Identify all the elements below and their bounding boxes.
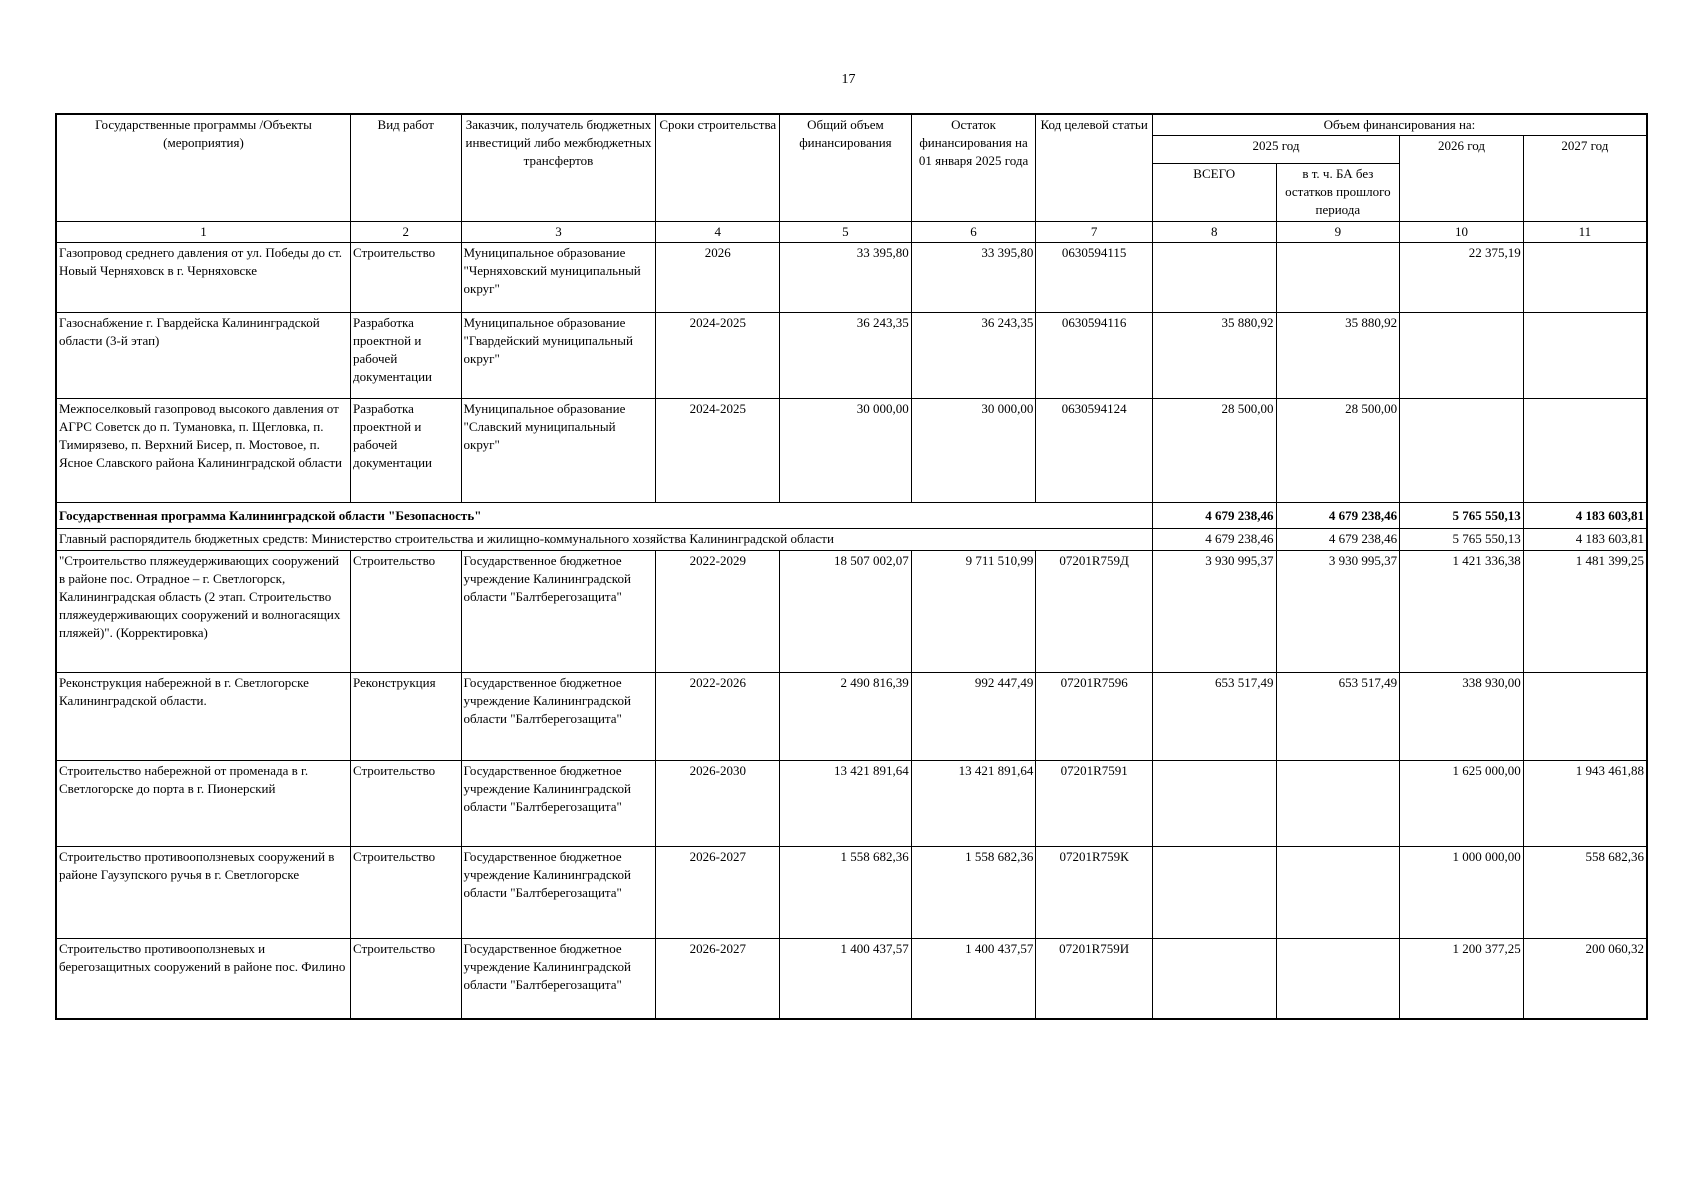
- total-financing: 1 558 682,36: [780, 847, 912, 939]
- total-financing: 18 507 002,07: [780, 551, 912, 673]
- object-name: "Строительство пляжеудерживающих сооружений в районе пос. Отрадное – г. Светлогорск, Калининградская область (2 этап. Строительство пляжеудерживающих сооружений и волногасящих пляжей)". (Корректировка): [56, 551, 350, 673]
- header-code: Код целевой статьи: [1036, 114, 1153, 222]
- program-y2025-ba: 4 679 238,46: [1276, 503, 1400, 529]
- target-code: 07201R759И: [1036, 939, 1153, 1019]
- program-title: Государственная программа Калининградской области "Безопасность": [56, 503, 1152, 529]
- column-number: 7: [1036, 222, 1153, 243]
- header-year-2027: 2027 год: [1523, 136, 1647, 222]
- header-year-2025: 2025 год: [1152, 136, 1399, 164]
- y2027: [1523, 313, 1647, 399]
- terms: 2024-2025: [656, 313, 780, 399]
- target-code: 0630594115: [1036, 243, 1153, 313]
- header-program: Государственные программы /Объекты (мероприятия): [56, 114, 350, 222]
- column-number: 3: [461, 222, 656, 243]
- object-name: Газопровод среднего давления от ул. Победы до ст. Новый Черняховск в г. Черняховске: [56, 243, 350, 313]
- work-type: Строительство: [350, 243, 461, 313]
- customer: Муниципальное образование "Славский муниципальный округ": [461, 399, 656, 503]
- table-row: [56, 313, 1647, 399]
- total-financing: 13 421 891,64: [780, 761, 912, 847]
- target-code: 07201R7591: [1036, 761, 1153, 847]
- remaining-financing: 992 447,49: [911, 673, 1036, 761]
- table-row: [56, 243, 1647, 313]
- terms: 2022-2026: [656, 673, 780, 761]
- customer: Государственное бюджетное учреждение Калининградской области "Балтберегозащита": [461, 939, 656, 1019]
- customer: Муниципальное образование "Гвардейский муниципальный округ": [461, 313, 656, 399]
- work-type: Строительство: [350, 939, 461, 1019]
- object-name: Межпоселковый газопровод высокого давления от АГРС Советск до п. Тумановка, п. Щегловка, п. Тимирязево, п. Верхний Бисер, п. Мостовое, п. Ясное Славского района Калининградской области: [56, 399, 350, 503]
- header-2025-ba: в т. ч. БА без остатков прошлого периода: [1276, 164, 1400, 222]
- y2027: 200 060,32: [1523, 939, 1647, 1019]
- program-y2027: 4 183 603,81: [1523, 503, 1647, 529]
- y2027: [1523, 243, 1647, 313]
- y2026: 22 375,19: [1400, 243, 1524, 313]
- column-number: 8: [1152, 222, 1276, 243]
- total-financing: 36 243,35: [780, 313, 912, 399]
- total-financing: 33 395,80: [780, 243, 912, 313]
- manager-title: Главный распорядитель бюджетных средств: Министерство строительства и жилищно-коммунального хозяйства Калининградской области: [56, 529, 1152, 551]
- y2027: 558 682,36: [1523, 847, 1647, 939]
- object-name: Строительство противооползневых сооружений в районе Гаузупского ручья в г. Светлогорске: [56, 847, 350, 939]
- y2027: 1 481 399,25: [1523, 551, 1647, 673]
- y2025-total: 35 880,92: [1152, 313, 1276, 399]
- customer: Государственное бюджетное учреждение Калининградской области "Балтберегозащита": [461, 551, 656, 673]
- target-code: 0630594124: [1036, 399, 1153, 503]
- y2027: 1 943 461,88: [1523, 761, 1647, 847]
- total-financing: 2 490 816,39: [780, 673, 912, 761]
- page-number: 17: [841, 72, 856, 87]
- remaining-financing: 36 243,35: [911, 313, 1036, 399]
- customer: Государственное бюджетное учреждение Калининградской области "Балтберегозащита": [461, 761, 656, 847]
- program-row: [56, 503, 1647, 529]
- y2025-total: [1152, 761, 1276, 847]
- y2026: [1400, 313, 1524, 399]
- remaining-financing: 33 395,80: [911, 243, 1036, 313]
- y2025-ba: [1276, 761, 1400, 847]
- y2025-ba: 28 500,00: [1276, 399, 1400, 503]
- total-financing: 30 000,00: [780, 399, 912, 503]
- header-work-type: Вид работ: [350, 114, 461, 222]
- column-number: 2: [350, 222, 461, 243]
- terms: 2026-2027: [656, 939, 780, 1019]
- object-name: Газоснабжение г. Гвардейска Калининградской области (3-й этап): [56, 313, 350, 399]
- remaining-financing: 30 000,00: [911, 399, 1036, 503]
- y2026: 1 000 000,00: [1400, 847, 1524, 939]
- customer: Государственное бюджетное учреждение Калининградской области "Балтберегозащита": [461, 673, 656, 761]
- y2025-ba: 35 880,92: [1276, 313, 1400, 399]
- y2027: [1523, 673, 1647, 761]
- y2025-total: 3 930 995,37: [1152, 551, 1276, 673]
- header-year-2026: 2026 год: [1400, 136, 1524, 222]
- terms: 2024-2025: [656, 399, 780, 503]
- column-number: 4: [656, 222, 780, 243]
- column-number: 1: [56, 222, 350, 243]
- object-name: Строительство противооползневых и берегозащитных сооружений в районе пос. Филино: [56, 939, 350, 1019]
- manager-y2025-ba: 4 679 238,46: [1276, 529, 1400, 551]
- y2026: 1 200 377,25: [1400, 939, 1524, 1019]
- object-name: Реконструкция набережной в г. Светлогорске Калининградской области.: [56, 673, 350, 761]
- program-y2026: 5 765 550,13: [1400, 503, 1524, 529]
- y2026: 338 930,00: [1400, 673, 1524, 761]
- remaining-financing: 9 711 510,99: [911, 551, 1036, 673]
- y2025-ba: [1276, 939, 1400, 1019]
- terms: 2026-2030: [656, 761, 780, 847]
- y2026: 1 625 000,00: [1400, 761, 1524, 847]
- object-name: Строительство набережной от променада в г. Светлогорске до порта в г. Пионерский: [56, 761, 350, 847]
- remaining-financing: 1 558 682,36: [911, 847, 1036, 939]
- customer: Государственное бюджетное учреждение Калининградской области "Балтберегозащита": [461, 847, 656, 939]
- table-row: [56, 761, 1647, 847]
- y2027: [1523, 399, 1647, 503]
- y2026: [1400, 399, 1524, 503]
- target-code: 07201R759Д: [1036, 551, 1153, 673]
- column-number: 5: [780, 222, 912, 243]
- header-funding: Объем финансирования на:: [1152, 114, 1647, 136]
- work-type: Строительство: [350, 761, 461, 847]
- financing-table: [55, 113, 1648, 1020]
- manager-y2026: 5 765 550,13: [1400, 529, 1524, 551]
- table-row: [56, 939, 1647, 1019]
- work-type: Строительство: [350, 551, 461, 673]
- remaining-financing: 1 400 437,57: [911, 939, 1036, 1019]
- customer: Муниципальное образование "Черняховский муниципальный округ": [461, 243, 656, 313]
- header-2025-total: ВСЕГО: [1152, 164, 1276, 222]
- terms: 2026: [656, 243, 780, 313]
- terms: 2022-2029: [656, 551, 780, 673]
- column-number: 11: [1523, 222, 1647, 243]
- y2025-total: 28 500,00: [1152, 399, 1276, 503]
- program-y2025-total: 4 679 238,46: [1152, 503, 1276, 529]
- target-code: 0630594116: [1036, 313, 1153, 399]
- manager-row: [56, 529, 1647, 551]
- remaining-financing: 13 421 891,64: [911, 761, 1036, 847]
- manager-y2025-total: 4 679 238,46: [1152, 529, 1276, 551]
- header-total: Общий объем финансирования: [780, 114, 912, 222]
- work-type: Строительство: [350, 847, 461, 939]
- column-number: 9: [1276, 222, 1400, 243]
- header-customer: Заказчик, получатель бюджетных инвестиций либо межбюджетных трансфертов: [461, 114, 656, 222]
- column-number: 10: [1400, 222, 1524, 243]
- header-remaining: Остаток финансирования на 01 января 2025 года: [911, 114, 1036, 222]
- column-number: 6: [911, 222, 1036, 243]
- table-row: [56, 673, 1647, 761]
- y2026: 1 421 336,38: [1400, 551, 1524, 673]
- table-row: [56, 551, 1647, 673]
- work-type: Реконструкция: [350, 673, 461, 761]
- y2025-ba: [1276, 243, 1400, 313]
- work-type: Разработка проектной и рабочей документации: [350, 399, 461, 503]
- total-financing: 1 400 437,57: [780, 939, 912, 1019]
- header-terms: Сроки строительства: [656, 114, 780, 222]
- terms: 2026-2027: [656, 847, 780, 939]
- y2025-ba: 3 930 995,37: [1276, 551, 1400, 673]
- y2025-total: 653 517,49: [1152, 673, 1276, 761]
- table-row: [56, 847, 1647, 939]
- manager-y2027: 4 183 603,81: [1523, 529, 1647, 551]
- table-row: [56, 399, 1647, 503]
- work-type: Разработка проектной и рабочей документации: [350, 313, 461, 399]
- y2025-total: [1152, 847, 1276, 939]
- y2025-ba: 653 517,49: [1276, 673, 1400, 761]
- target-code: 07201R759К: [1036, 847, 1153, 939]
- y2025-ba: [1276, 847, 1400, 939]
- target-code: 07201R7596: [1036, 673, 1153, 761]
- y2025-total: [1152, 243, 1276, 313]
- y2025-total: [1152, 939, 1276, 1019]
